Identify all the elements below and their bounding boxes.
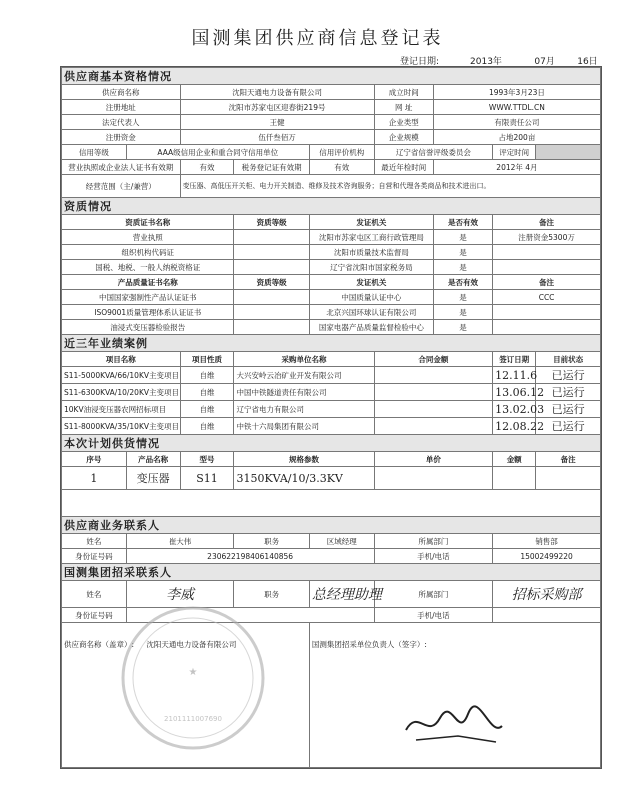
table-row: 国税、地税、一般人纳税资格证 辽宁省沈阳市国家税务局 是 — [62, 260, 601, 275]
table-row: 1 变压器 S11 3150KVA/10/3.3KV — [62, 467, 601, 490]
section-basic: 供应商基本资格情况 — [62, 68, 601, 85]
supplier-name: 沈阳天通电力设备有限公司 — [180, 85, 374, 100]
qual-header-2: 产品质量证书名称 资质等级 发证机关 是否有效 备注 — [62, 275, 601, 290]
form-title: 国测集团供应商信息登记表 — [191, 28, 444, 49]
section-performance: 近三年业绩案例 — [62, 335, 601, 352]
table-row: 营业执照 沈阳市苏家屯区工商行政管理局 是 注册资金5300万 — [62, 230, 601, 245]
table-row: 10KV油浸变压器农网招标项目 自维 辽宁省电力有限公司 13.02.03 已运行 — [62, 401, 601, 418]
svg-text:2101111007690: 2101111007690 — [164, 715, 222, 723]
registration-date: 登记日期: 2013年 07月 16日 — [400, 57, 598, 67]
section-contact: 供应商业务联系人 — [62, 517, 601, 534]
plan-header: 序号 产品名称 型号 规格参数 单价 金额 备注 — [62, 452, 601, 467]
table-row: S11-5000KVA/66/10KV主变项目 自维 大兴安岭云冶矿业开发有限公司 12.11.6 已运行 — [62, 367, 601, 384]
website: WWW.TTDL.CN — [433, 100, 600, 115]
section-buyer: 国测集团招采联系人 — [62, 564, 601, 581]
table-row: 中国国家强制性产品认证证书 中国质量认证中心 是 CCC — [62, 290, 601, 305]
table-row: ISO9001质量管理体系认证证书 北京兴国环球认证有限公司 是 — [62, 305, 601, 320]
section-qualification: 资质情况 — [62, 198, 601, 215]
business-scope: 变压器、高低压开关柜、电力开关制造、维修及技术咨询服务；自营和代理各类商品和技术进出口。 — [180, 175, 600, 198]
company-seal-stamp — [118, 603, 268, 753]
table-row: S11-8000KVA/35/10KV主变项目 自维 中铁十六局集团有限公司 12.08.22 已运行 — [62, 418, 601, 435]
perf-header: 项目名称 项目性质 采购单位名称 合同金额 签订日期 目前状态 — [62, 352, 601, 367]
table-row: S11-6300KVA/10/20KV主变项目 自维 中国中铁隧道责任有限公司 13.06.12 已运行 — [62, 384, 601, 401]
section-plan: 本次计划供货情况 — [62, 435, 601, 452]
handwritten-signature — [398, 700, 508, 750]
table-row: 组织机构代码证 沈阳市质量技术监督局 是 — [62, 245, 601, 260]
svg-text:★: ★ — [188, 667, 198, 678]
qual-header-1: 资质证书名称 资质等级 发证机关 是否有效 备注 — [62, 215, 601, 230]
table-row: 油浸式变压器检验报告 国家电器产品质量监督检验中心 是 — [62, 320, 601, 335]
form-sheet: 供应商基本资格情况 供应商名称 沈阳天通电力设备有限公司 成立时间 1993年3月23日 注册地址 沈阳市苏家屯区迎春街219号 网 址 WWW.TTDL.CN 法定代表人 王健 企业类型 有限责任公司 注册资金 伍仟叁佰万 企业规模 占地200亩 信用等级 AAA级信用企业和重合同守信用单位 信用评价机构 辽宁省信誉评级委员会 评定时间 营业执照或企业法人证书有效期 有效 税务登记证有效期 有效 最近年检时间 2012年 4月 经营范围（主/兼营） 变压器、高低压开关柜、电力开关制造、维修及技术咨询服务；自营和代理各类商品和技术进出口。 资质情况 资质证书名称 资质等级 发证机关 是否有效 备注 营业执照 沈阳市苏家屯区工商行政管理局 是 注册资金5300万 组织机构代码证 沈阳市质量技术监督局 是 国税、地税、一般人纳税资格证 辽宁省沈阳市国家税务局 是 产品质量证书名称 资质等级 发证机关 是否有效 备注 中国国家强制性产品认证证书 中国质量认证中心 是 CCC ISO9001质量管理体系认证证书 北京兴国环球认证有限公司 是 油浸式变压器检验报告 国家电器产品质量监督检验中心 是 近三年业绩案例 项目名称 项目性质 采购单位名称 合同金额 签订日期 目前状态 S11-5000KVA/66/10KV主变项目 自维 大兴安岭云冶矿业开发有限公司 12.11.6 已运行 S11-6300KVA/10/20KV主变项目 自维 中国中铁隧道责任有限公司 13.06.12 已运行 10KV油浸变压器农网招标项目 自维 辽宁省电力有限公司 13.02.03 已运行 S11-8000KVA/35/10KV主变项目 自维 中铁十六局集团有限公司 12.08.22 已运行 本次计划供货情况 序号 产品名称 型号 规格参数 单价 金额 备注 1 变压器 S11 3150KVA/10/3.3KV 供应商业务联系人 姓名 崔大伟 职务 区域经理 所属部门 销售部 身份证号码 230622198406140856 手机/电话 15002499220 国测集团招采联系人 姓名 李威 职务 总经理助理 所属部门 招标采购部 身份证号码 手机/电话 供应商名称（盖章）: 沈阳天通电力设备有限公司 国测集团招采单位负责人（签字）: — [60, 66, 602, 769]
